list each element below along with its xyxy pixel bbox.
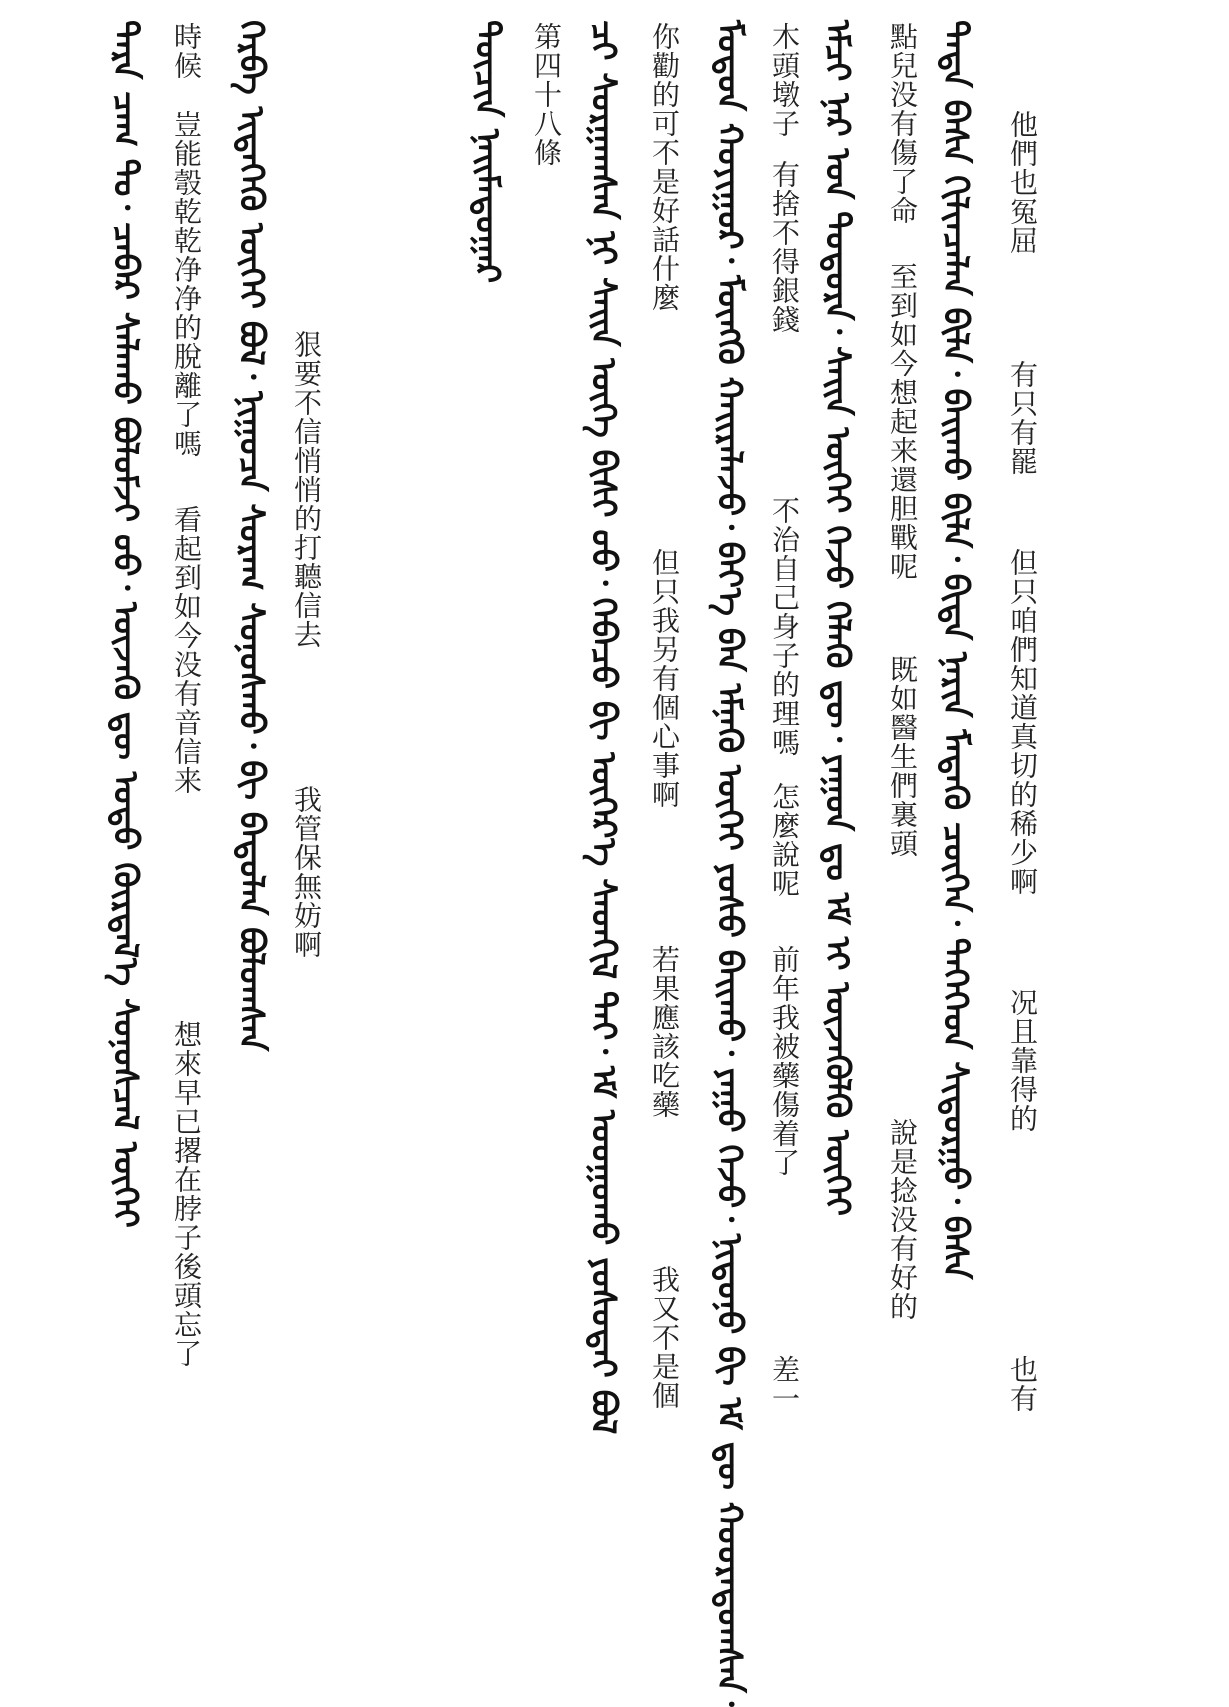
chinese-gloss: 怎麼說呢 (768, 782, 801, 898)
chinese-gloss: 不治自己身子的理嗎 (768, 496, 801, 757)
chinese-gloss: 我又不是個 (648, 1265, 681, 1410)
chinese-gloss: 况且靠得的 (1006, 988, 1039, 1133)
mongolian-line-6: ᠬᠡᠷᠪᠡ ᠢᠳᠡᠭᠡᠬᠦ ᠦᠭᠡᠢ ᠪᠣᠯ᠂ ᠨᠢᠭᠤᠴᠠ ᠰᠤᠷᠠᠭ ᠰᠣᠨᠣᠰᠬᠤ᠂ ᠪᠢ ᠪᠠᠲᠤᠯᠠᠨ ᠪᠣᠯᠤᠭᠰᠠᠨ (231, 20, 271, 1052)
chinese-gloss: 至到如今想起来還胆戰呢 (886, 262, 919, 581)
chinese-gloss: 既如醫生們裏頭 (886, 655, 919, 858)
chinese-gloss: 看起到如今没有音信来 (170, 505, 203, 795)
chinese-gloss: 有捨不得銀錢 (768, 160, 801, 334)
chinese-gloss: 他們也冤屈 (1006, 110, 1039, 255)
mongolian-line-3: ᠮᠣᠳᠤᠨ ᠬᠣᠶᠢᠭᠤᠷ᠂ ᠮᠥᠩᠭᠥ ᠬᠠᠢᠷᠠᠯᠠᠵᠤ᠂ ᠪᠡᠶ᠎ᠡ ᠪᠡᠨ ᠡᠮᠨᠡᠬᠦ ᠦᠭᠡᠢ ᠶᠣᠰᠤ ᠪᠠᠢᠬᠤ᠂ ᠶᠠᠭᠤ ᠭᠡᠵᠦ᠂ ᠨᠢᠳᠤᠨᠤ ᠪᠢ ᠡᠮ ᠳᠦ ᠬᠣᠤᠷᠠᠲᠤᠭᠰᠠᠨ᠂ (709, 20, 749, 1707)
chinese-gloss: 狠要不信悄悄的打聽信去 (290, 330, 323, 649)
mongolian-line-7: ᠲᠡᠷᠡ ᠴᠠᠭ ᠲᠤ᠂ ᠴᠡᠪᠡᠷ ᠰᠠᠯᠠᠬᠤ ᠪᠣᠯᠤᠮᠵᠢ ᠤᠤ᠂ ᠦᠵᠡᠬᠦ ᠳᠦ ᠣᠳᠣ ᠬᠦᠷᠲᠡᠯ᠎ᠡ ᠰᠣᠨᠣᠰᠴᠠᠯ ᠦᠭᠡᠢ (105, 20, 145, 1228)
chinese-gloss: 說是捻没有好的 (886, 1118, 919, 1321)
mongolian-line-2: ᠡᠮᠴᠢ ᠨᠠᠷ ᠤᠨ ᠳᠣᠲᠣᠷᠠ᠂ ᠰᠠᠢᠨ ᠦᠭᠡᠢ ᠭᠡᠵᠦ ᠬᠡᠯᠡᠬᠦ ᠳᠦ᠂ ᠶᠠᠭᠤᠨ ᠳᠤ ᠡᠮ ᠢ ᠦᠵᠡᠭᠦᠯᠬᠦ ᠦᠭᠡᠢ (817, 20, 857, 1217)
chinese-gloss: 差一 (768, 1355, 801, 1413)
chinese-gloss: 你勸的可不是好話什麼 (648, 22, 681, 312)
section-heading-chinese: 第四十八條 (530, 22, 563, 167)
chinese-gloss: 有只有罷 (1006, 360, 1039, 476)
mongolian-line-4: ᠴᠢ ᠰᠤᠷᠭᠠᠭᠰᠠᠨ ᠨᠢ ᠰᠠᠢᠨ ᠦᠭᠡ ᠪᠢᠰᠢ ᠤᠤ᠂ ᠭᠡᠪᠡᠴᠦ ᠪᠢ ᠥᠭᠡᠷ᠎ᠡ ᠰᠡᠳᠬᠢᠯ ᠲᠡᠢ᠂ ᠡᠮ ᠤᠤᠭᠤᠬᠤ ᠶᠣᠰᠤᠲᠠᠢ ᠪᠣᠯ (583, 20, 623, 1435)
chinese-gloss: 我管保無妨啊 (290, 785, 323, 959)
chinese-gloss: 木頭墩子 (768, 22, 801, 138)
chinese-gloss: 豈能彀乾乾净净的脫離了嗎 (170, 110, 203, 458)
chinese-gloss: 但只咱們知道真切的稀少啊 (1006, 548, 1039, 896)
chinese-gloss: 時候 (170, 22, 203, 80)
mongolian-section-heading: ᠳᠥᠴᠢᠨ ᠨᠠᠢᠮᠠᠳᠤᠭᠠᠷ (467, 20, 507, 284)
mongolian-line-1: ᠲᠡᠳᠡ ᠪᠠᠰᠠ ᠬᠢᠯᠢᠨᠴᠡᠯᠡᠨ ᠪᠢᠯᠡ᠂ ᠪᠠᠢᠬᠤ ᠪᠢᠯᠡ᠂ ᠪᠢᠳᠡ ᠨᠠᠷᠢᠨ ᠮᠡᠳᠡᠬᠦ ᠴᠥᠬᠡᠨ᠂ ᠲᠡᠭᠡᠭᠡᠳ ᠰᠢᠳᠤᠷᠭᠤ᠂ ᠪᠠᠰᠠ (935, 20, 975, 1280)
chinese-gloss: 前年我被藥傷着了 (768, 945, 801, 1177)
chinese-gloss: 但只我另有個心事啊 (648, 548, 681, 809)
chinese-gloss: 想來早已撂在脖子後頭忘了 (170, 1020, 203, 1368)
chinese-gloss: 點兒没有傷了命 (886, 22, 919, 225)
chinese-gloss: 也有 (1006, 1355, 1039, 1413)
chinese-gloss: 若果應該吃藥 (648, 945, 681, 1119)
